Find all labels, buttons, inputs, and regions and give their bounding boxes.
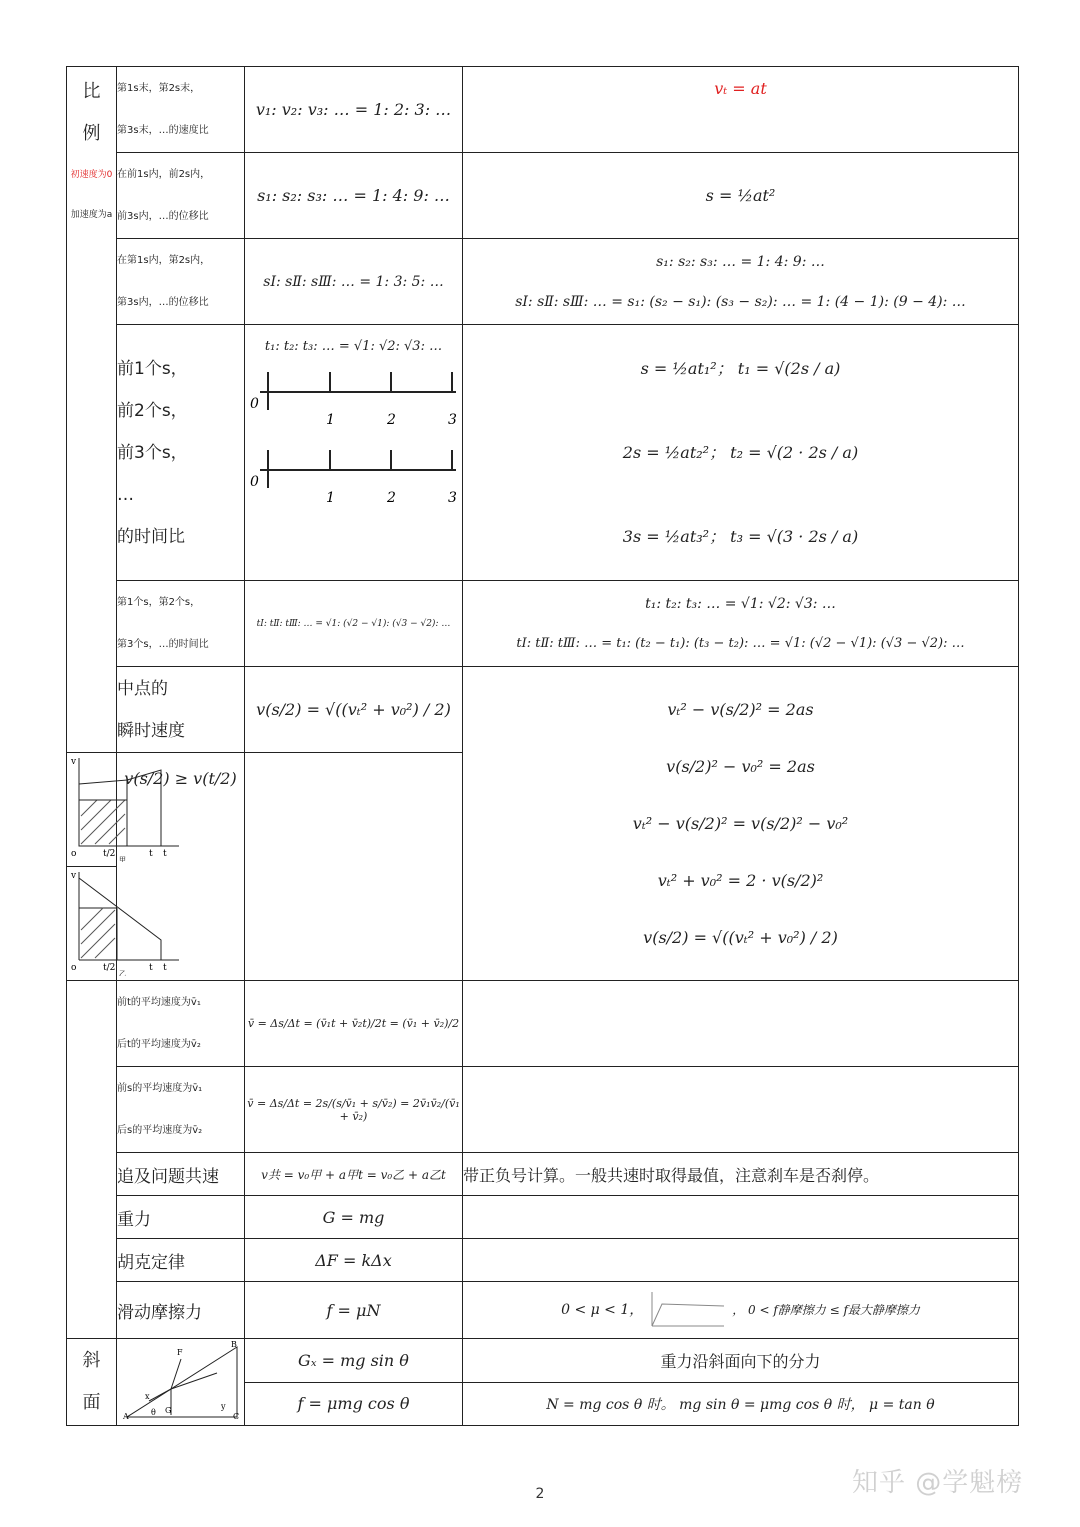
incline-diagram xyxy=(117,1339,245,1426)
svg-text:C: C xyxy=(232,1412,239,1421)
svg-text:1: 1 xyxy=(325,412,335,428)
section-blank xyxy=(67,981,117,1339)
svg-text:t: t xyxy=(163,848,167,859)
svg-text:3: 3 xyxy=(447,412,457,428)
svg-text:3: 3 xyxy=(447,490,457,506)
svg-text:B: B xyxy=(230,1340,237,1349)
table-row xyxy=(67,667,1019,753)
svg-text:0: 0 xyxy=(249,396,259,412)
svg-text:2: 2 xyxy=(386,490,396,506)
row-label: 在前1s内，前2s内， 前3s内，…的位移比 xyxy=(117,153,245,239)
svg-text:0: 0 xyxy=(249,474,259,490)
svg-text:1: 1 xyxy=(325,490,335,506)
svg-text:乙: 乙 xyxy=(119,969,126,976)
row-label: 第1个s，第2个s， 第3个s，…的时间比 xyxy=(117,581,245,667)
section-incline: 斜 面 xyxy=(67,1339,117,1426)
row-label: 胡克定律 xyxy=(117,1239,245,1282)
svg-text:t: t xyxy=(149,962,153,973)
svg-text:t/2: t/2 xyxy=(103,848,116,859)
table-row xyxy=(67,1282,1019,1339)
row-derivation: vₜ = at xyxy=(463,67,1019,153)
table-row xyxy=(67,67,1019,153)
svg-text:o: o xyxy=(71,848,77,859)
row-label: 第1s末，第2s末， 第3s末，…的速度比 xyxy=(117,67,245,153)
table-row xyxy=(67,1196,1019,1239)
row-formula: v̄ = Δs/Δt = 2s/(s/v̄₁ + s/v̄₂) = 2v̄₁v̄₂/(v̄₁ + v̄₂) xyxy=(245,1067,463,1153)
table-row xyxy=(67,1153,1019,1196)
svg-text:y: y xyxy=(220,1402,226,1411)
svg-text:θ: θ xyxy=(150,1408,156,1417)
row-formula: v̄ = Δs/Δt = (v̄₁t + v̄₂t)/2t = (v̄₁ + v̄₂)/2 xyxy=(245,981,463,1067)
row-label: 滑动摩擦力 xyxy=(117,1282,245,1339)
vt-graph-1 xyxy=(67,753,167,867)
row-derivation: s = ½at₁²； t₁ = √(2s / a) 2s = ½at₂²； t₂ = √(2 · 2s / a) 3s = ½at₃²； t₃ = √(3 · 2s / a) xyxy=(463,325,1019,581)
row-label: 前t的平均速度为v̄₁ 后t的平均速度为v̄₂ xyxy=(117,981,245,1067)
row-formula: v₁: v₂: v₃: … = 1: 2: 3: … xyxy=(245,67,463,153)
row-formula: tⅠ: tⅡ: tⅢ: … = √1: (√2 − √1): (√3 − √2): … xyxy=(245,581,463,667)
table-row xyxy=(67,239,1019,325)
row-label: 前1个s， 前2个s， 前3个s， … 的时间比 xyxy=(117,325,245,581)
friction-graph xyxy=(648,1290,728,1330)
row-label: 追及问题共速 xyxy=(117,1153,245,1196)
svg-text:x: x xyxy=(144,1392,150,1401)
table-row xyxy=(67,1067,1019,1153)
vt-graph-2 xyxy=(67,867,167,981)
row-derivation xyxy=(463,981,1019,1067)
row-note xyxy=(463,1196,1019,1239)
row-compare: v(s/2) ≥ v(t/2) xyxy=(117,753,245,981)
timeline-axis xyxy=(248,442,460,512)
row-formula: G = mg xyxy=(245,1196,463,1239)
formula-table xyxy=(66,66,1019,1426)
svg-text:t/2: t/2 xyxy=(103,962,116,973)
row-derivation xyxy=(463,1067,1019,1153)
svg-text:v: v xyxy=(71,870,77,881)
section-ratio: 比 例 初速度为0 加速度为a xyxy=(67,67,117,753)
row-formula: v共 = v₀甲 + a甲t = v₀乙 + a乙t xyxy=(245,1153,463,1196)
row-label: 在第1s内，第2s内， 第3s内，…的位移比 xyxy=(117,239,245,325)
row-formula: v(s/2) = √((vₜ² + v₀²) / 2) xyxy=(245,667,463,753)
watermark: 知乎 @学魁榜 xyxy=(852,1468,1024,1498)
page-number: 2 xyxy=(535,1486,545,1502)
row-note: N = mg cos θ 时。 mg sin θ = μmg cos θ 时， μ = tan θ xyxy=(463,1382,1019,1426)
row-note: 0 < μ < 1， ， 0 < f静摩擦力 ≤ f最大静摩擦力 xyxy=(463,1282,1019,1339)
svg-text:G: G xyxy=(164,1406,171,1415)
row-note xyxy=(463,1239,1019,1282)
row-label: 中点的 瞬时速度 xyxy=(117,667,245,753)
row-formula: f = μN xyxy=(245,1282,463,1339)
svg-text:t: t xyxy=(149,848,153,859)
table-row xyxy=(67,1339,1019,1383)
row-derivation: s = ½at² xyxy=(463,153,1019,239)
row-formula: Gₓ = mg sin θ xyxy=(245,1339,463,1383)
svg-text:A: A xyxy=(122,1412,129,1421)
svg-text:t: t xyxy=(163,962,167,973)
table-row xyxy=(67,581,1019,667)
vt-graph xyxy=(67,868,185,976)
row-formula: f = μmg cos θ xyxy=(245,1382,463,1426)
row-derivation: s₁: s₂: s₃: … = 1: 4: 9: … sⅠ: sⅡ: sⅢ: … = s₁: (s₂ − s₁): (s₃ − s₂): … = 1: (4 − 1): (9 − 4): … xyxy=(463,239,1019,325)
row-formula: ΔF = kΔx xyxy=(245,1239,463,1282)
row-derivation: t₁: t₂: t₃: … = √1: √2: √3: … tⅠ: tⅡ: tⅢ: … = t₁: (t₂ − t₁): (t₃ − t₂): … = √1: (√2 − √1): (√3 − √2): … xyxy=(463,581,1019,667)
row-label: 前s的平均速度为v̄₁ 后s的平均速度为v̄₂ xyxy=(117,1067,245,1153)
table-row xyxy=(67,153,1019,239)
timeline-axis xyxy=(248,364,460,434)
row-formula: s₁: s₂: s₃: … = 1: 4: 9: … xyxy=(245,153,463,239)
svg-text:o: o xyxy=(71,962,77,973)
svg-text:F: F xyxy=(176,1348,183,1357)
row-note: 带正负号计算。一般共速时取得最值，注意刹车是否刹停。 xyxy=(463,1153,1019,1196)
row-derivation: vₜ² − v(s/2)² = 2as v(s/2)² − v₀² = 2as vₜ² − v(s/2)² = v(s/2)² − v₀² vₜ² + v₀² = 2 · v(s/2)² v(s/2) = √((vₜ² + v₀²) / 2) xyxy=(463,667,1019,981)
row-note: 重力沿斜面向下的分力 xyxy=(463,1339,1019,1383)
svg-text:v: v xyxy=(71,756,77,767)
table-row xyxy=(67,981,1019,1067)
svg-text:2: 2 xyxy=(386,412,396,428)
table-row xyxy=(67,325,1019,581)
row-formula: t₁: t₂: t₃: … = √1: √2: √3: … 0 1 2 3 0 1 2 3 xyxy=(245,325,463,581)
svg-text:甲: 甲 xyxy=(119,855,126,862)
incline-diagram-svg xyxy=(121,1339,241,1421)
row-label: 重力 xyxy=(117,1196,245,1239)
row-formula: sⅠ: sⅡ: sⅢ: … = 1: 3: 5: … xyxy=(245,239,463,325)
table-row xyxy=(67,1239,1019,1282)
